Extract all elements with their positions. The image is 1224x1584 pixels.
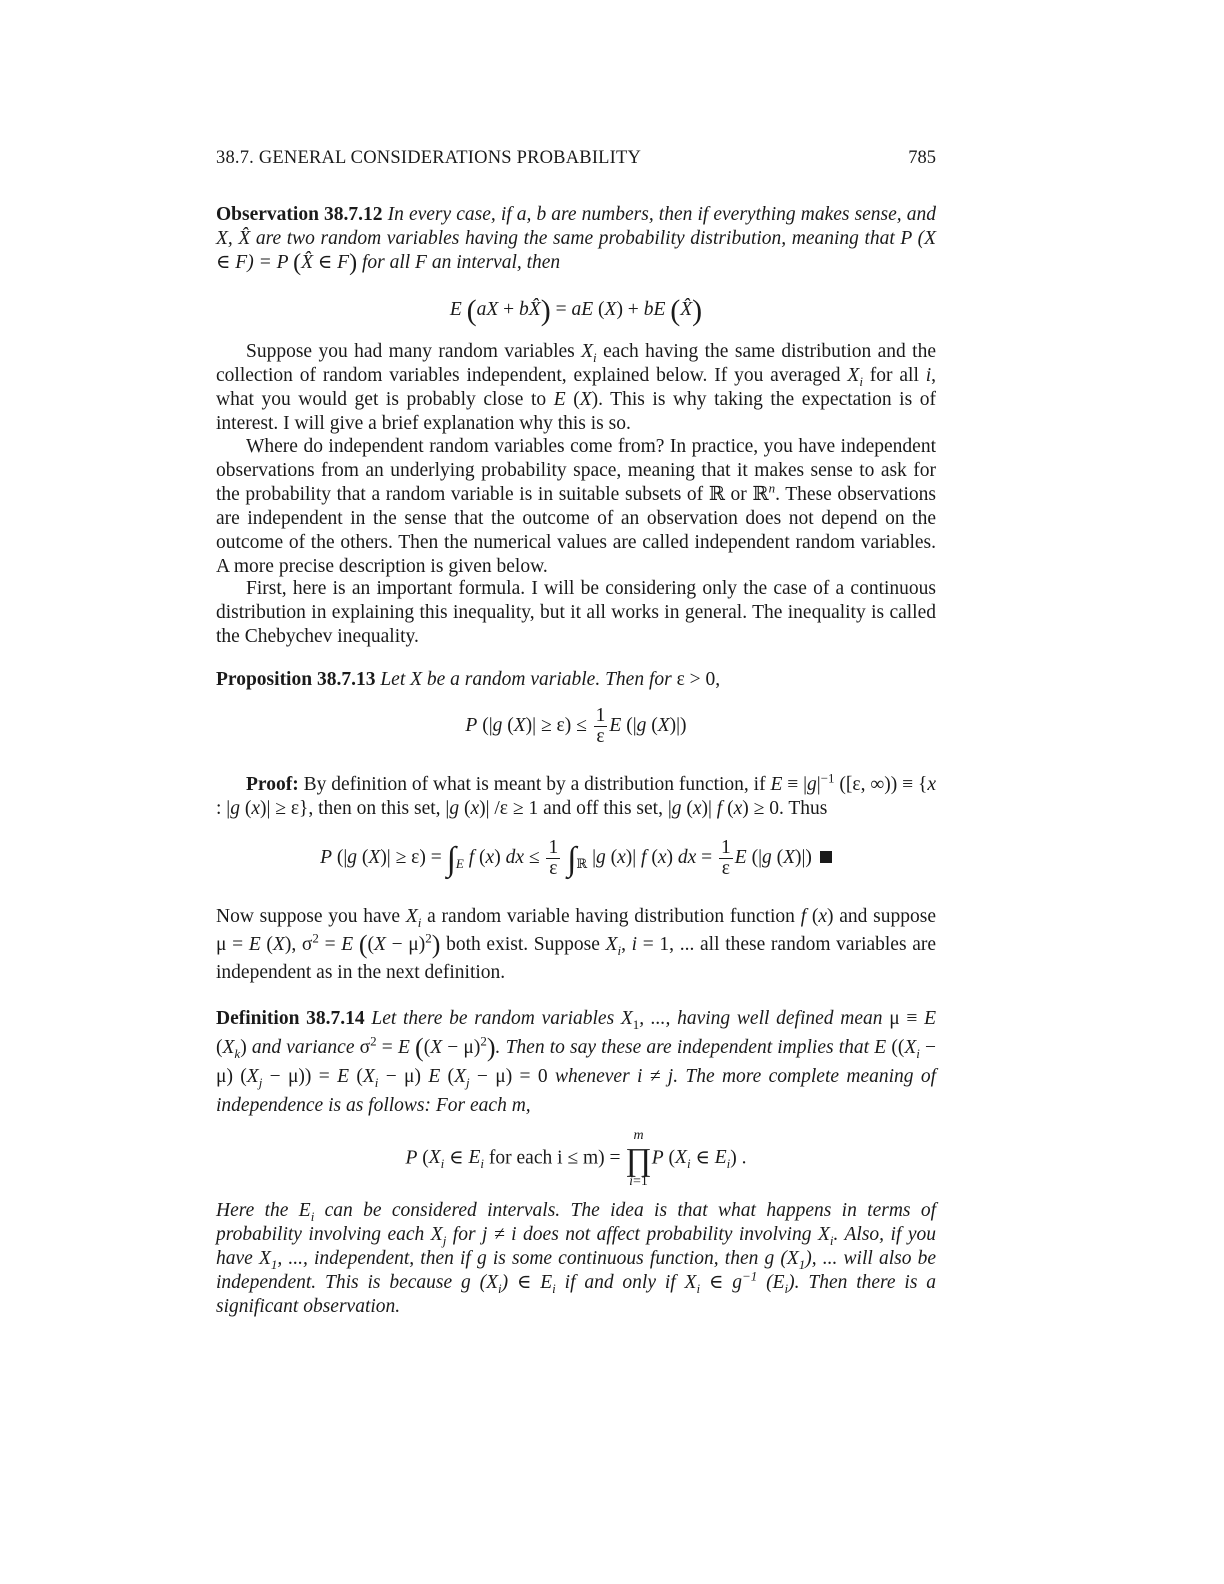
chebychev-inequality: P (|g (X)| ≥ ε) ≤ $\frac{1}{\varepsilon}$ E (|g (X)|) <box>465 705 687 747</box>
observation-equation: E (aX + bX̂) = aE (X) + bE (X̂) <box>449 294 703 327</box>
observation-label: Observation 38.7.12 <box>216 204 383 225</box>
proposition-block: Proposition 38.7.13 Let X be a random variable. Then for ε > 0, <box>216 669 721 690</box>
page-number: 785 <box>908 148 936 168</box>
document-page <box>216 0 936 1584</box>
definition-block: Definition 38.7.14 Let there be random variables $X_1$, ..., having well defined mean μ ≡ E $(X_k)$ and variance $\sigma^2 = E$ $((X - \mu)^2)$. Then to say these are independent implies that E $((X_i - \mu) (X_j - \mu)) = E$ $(X_i - \mu)$ E $(X_j - \mu) = 0$ whenever i ≠ j. The more complete meaning of independence is as follows: For each m, <box>216 1008 937 1116</box>
proof-block: Proof: By definition of what is meant by a distribution function, if $E \equiv |g|^{-1}$ ([ε, ∞)) ≡ {x : |g (x)| ≥ ε}, then on this set, |g (x)| /ε ≥ 1 and off this set, |g (x)| f (x) ≥ 0. Thus <box>216 770 936 819</box>
independence-product-equation: P ($X_i$ ∈ $E_i$ for each i ≤ m) = m ∏ i=1 P ($X_i$ ∈ $E_i$) . <box>405 1128 747 1189</box>
proof-equation: P (|g $(X)| \ge \varepsilon) = \int_E$ f (x) dx ≤ $\frac{1}{\varepsilon}$ $\int_ℝ$ |g (x)| f (x) dx = $\frac{1}{\varepsilon}$ E (|g (X)|) <box>216 838 936 879</box>
qed-square-icon <box>820 851 832 863</box>
proof-label: Proof: <box>246 774 299 795</box>
paragraph-3: First, here is an important formula. I will be considering only the case of a continuous distribution in explaining this inequality, but it all works in general. The inequality is called the Chebychev inequality. <box>216 578 936 647</box>
paragraph-4: Now suppose you have $X_i$ a random variable having distribution function f (x) and suppose μ = E (X), $\sigma^2 = E$ $((X - \mu)^2)$ both exist. Suppose $X_i$, i = 1, ... all these random variables are independent as in the next definition. <box>216 906 937 983</box>
section-title: 38.7. GENERAL CONSIDERATIONS PROBABILITY <box>216 148 642 168</box>
definition-label: Definition 38.7.14 <box>216 1008 365 1029</box>
proposition-label: Proposition 38.7.13 <box>216 669 376 690</box>
closing-paragraph: Here the $E_i$ can be considered intervals. The idea is that what happens in terms of probability involving each $X_j$ for j ≠ i does not affect probability involving $X_i$. Also, if you have $X_1$, ..., independent, then if g is some continuous function, then g $(X_1)$, ... will also be independent. This is because g $(X_i)$ ∈ $E_i$ if and only if $X_i$ ∈ $g^{-1}$ $(E_i)$. Then there is a significant observation. <box>216 1200 937 1317</box>
paragraph-1: Suppose you had many random variables $X_i$ each having the same distribution and the collection of random variables independent, explained below. If you averaged $X_i$ for all i, what you would get is probably close to E (X). This is why taking the expectation is of interest. I will give a brief explanation why this is so. <box>216 341 937 434</box>
observation-block: Observation 38.7.12 In every case, if a, b are numbers, then if everything makes sense, and X, X̂ are two random variables having the same probability distribution, meaning that P (X ∈ F) = P (X̂ ∈ F) for all F an interval, then <box>216 204 937 276</box>
paragraph-2: Where do independent random variables come from? In practice, you have independent observations from an underlying probability space, meaning that it makes sense to ask for the probability that a random variable is in suitable subsets of ℝ or ℝ$^n$. These observations are independent in the sense that the outcome of an observation does not depend on the outcome of the others. Then the numerical values are called independent random variables. A more precise description is given below. <box>216 436 936 577</box>
